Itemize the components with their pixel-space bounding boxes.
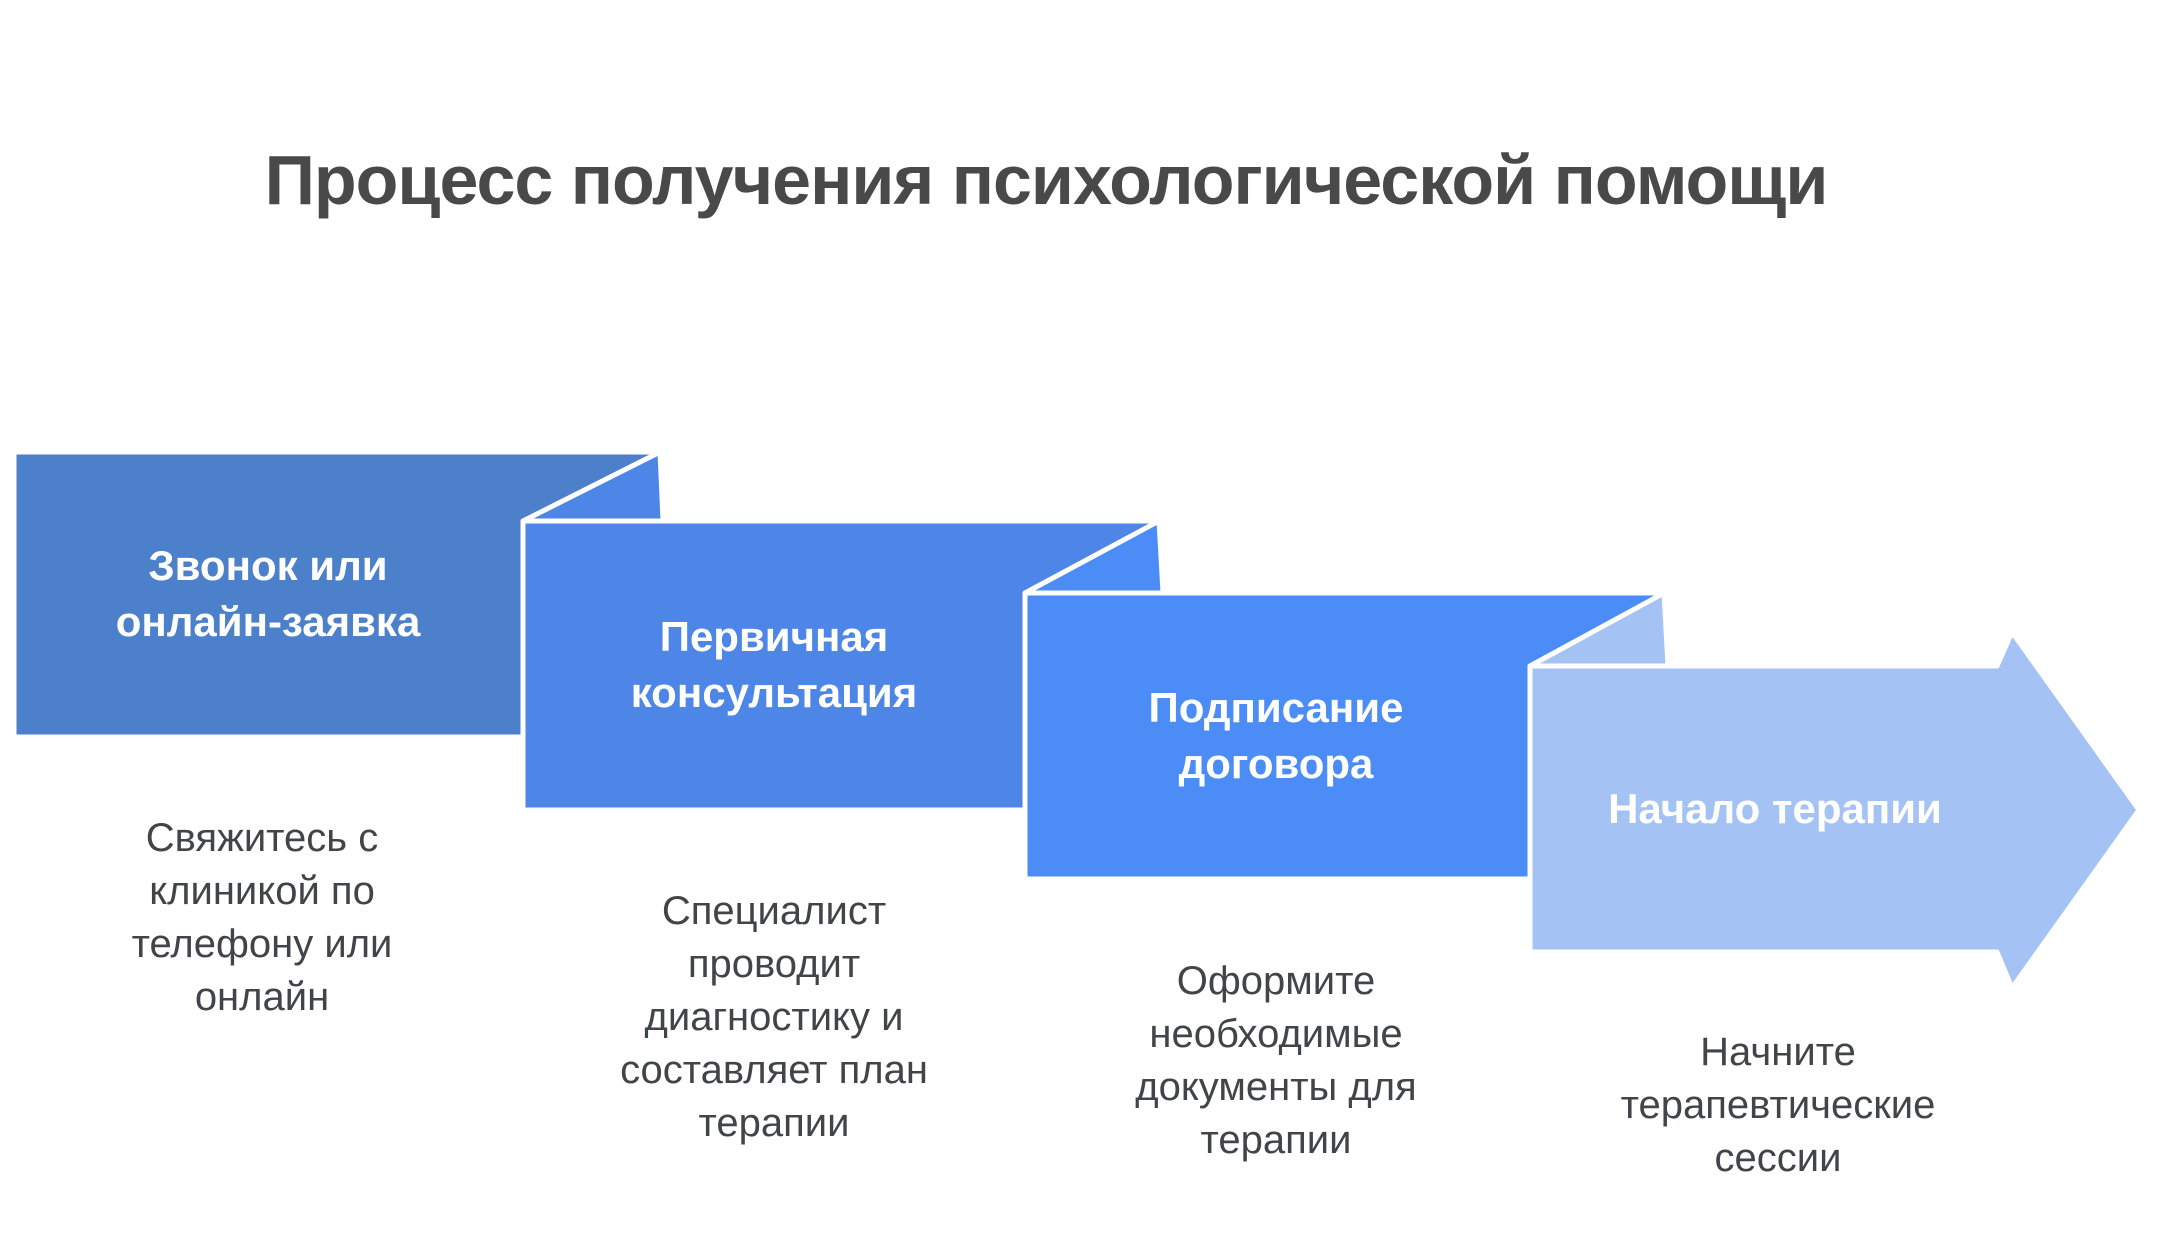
diagram-title: Процесс получения психологической помощи bbox=[264, 141, 1828, 219]
step-4-description: Начните терапевтические сессии bbox=[1620, 1030, 1936, 1180]
step-1-description: Свяжитесь с клиникой по телефону или онлайн bbox=[131, 816, 393, 1019]
step-1-label: Звонок или онлайн-заявка bbox=[115, 542, 421, 645]
step-2-description: Специалист проводит диагностику и составляет план терапии bbox=[620, 889, 928, 1145]
step-2-label: Первичная консультация bbox=[630, 613, 918, 716]
step-3-description: Оформите необходимые документы для терапии bbox=[1135, 959, 1417, 1162]
step-4-label: Начало терапии bbox=[1608, 785, 1942, 832]
step-3-label: Подписание договора bbox=[1148, 684, 1404, 787]
